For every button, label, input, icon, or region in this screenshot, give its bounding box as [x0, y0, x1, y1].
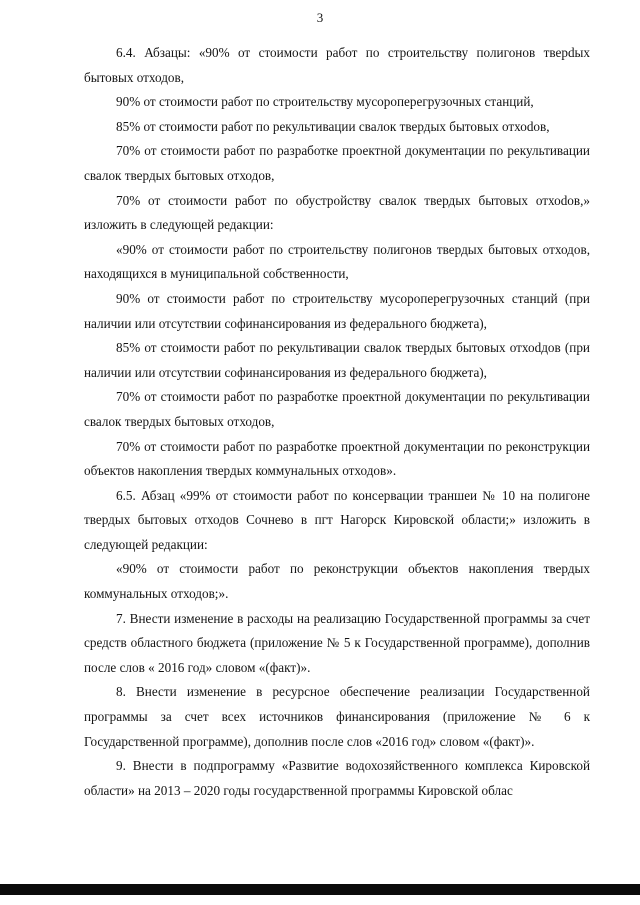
paragraph-design-documentation: 70% от стоимости работ по разработке проектной документации по рекультивации свалок твердых бытовых отходов,	[84, 143, 590, 183]
page-number: 3	[316, 10, 324, 25]
paragraph-transfer-stations: 90% от стоимости работ по строительству мусороперегрузочных станций,	[116, 94, 534, 110]
paragraph-new-design-reconstruction: 70% от стоимости работ по разработке проектной документации по реконструкции объектов накопления твердых коммунальных отходов».	[84, 438, 590, 479]
paragraph-9: 9. Внести в подпрограмму «Развитие водохозяйственного комплекса Кировской области» на 2013 – 2020 годы государственной программы Кировской облас	[84, 758, 590, 798]
paragraph-new-transfer-stations: 90% от стоимости работ по строительству мусороперегрузочных станций (при наличии или отсутствии софинансирования из федерального бюджета),	[84, 290, 590, 331]
document-body	[84, 41, 590, 803]
scan-bottom-border	[0, 884, 640, 895]
paragraph-landfill-arrangement: 70% от стоимости работ по обустройству свалок твердых бытовых отхоdов,» изложить в следующей редакции:	[84, 192, 590, 233]
paragraph-new-recultivation: 85% от стоимости работ по рекультивации свалок твердых бытовых отхоdдов (при наличии или отсутствии софинансирования из федерального бюджета),	[84, 340, 590, 380]
paragraph-8: 8. Внести изменение в ресурсное обеспечение реализации Государственной программы за счет всех источников финансирования (приложение № 6 к Государственной программе), дополнив после слов «2016 год» словом «(факт)».	[84, 684, 590, 749]
paragraph-6-4: 6.4. Абзацы: «90% от стоимости работ по строительству полигонов тверdых бытовых отходов,	[84, 45, 590, 85]
paragraph-6-5: 6.5. Абзац «99% от стоимости работ по консервации траншеи № 10 на полигоне твердых бытовых отходов Сочнево в пгт Нагорск Кировской области;» изложить в следующей редакции:	[84, 487, 590, 552]
paragraph-7: 7. Внести изменение в расходы на реализацию Государственной программы за счет средств областного бюджета (приложение № 5 к Государственной программе), дополнив после слов « 2016 год» словом «(факт)».	[84, 610, 590, 675]
paragraph-recultivation: 85% от стоимости работ по рекультивации свалок твердых бытовых отхоdов,	[116, 118, 550, 134]
paragraph-new-design-recultivation: 70% от стоимости работ по разработке проектной документации по рекультивации свалок твердых бытовых отходов,	[84, 389, 590, 429]
paragraph-6-5-new: «90% от стоимости работ по реконструкции объектов накопления твердых коммунальных отходов;».	[84, 561, 590, 602]
paragraph-new-landfills: «90% от стоимости работ по строительству полигонов твердых бытовых отходов, находящихся в муниципальной собственности,	[84, 241, 590, 282]
